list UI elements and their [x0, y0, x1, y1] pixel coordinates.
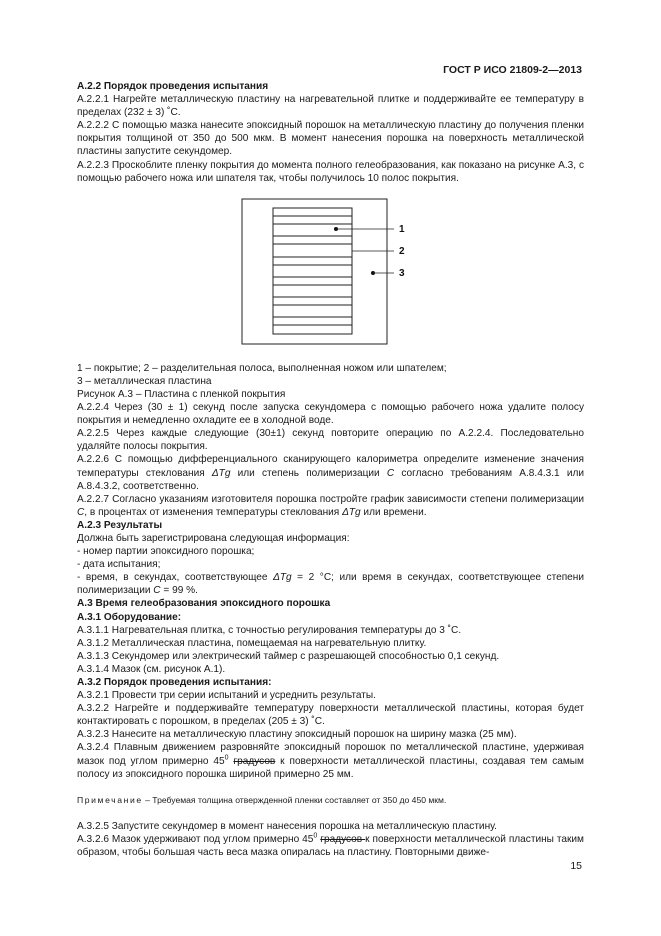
- figure-legend-line2: 3 – металлическая пластина: [77, 375, 212, 387]
- outer-frame: [242, 199, 387, 344]
- page-content: [77, 80, 584, 859]
- para-a326-strike: градусов: [320, 833, 366, 845]
- para-a324-strike: градусов: [233, 755, 276, 767]
- para-a227-tg: ΔTg: [342, 506, 361, 518]
- section-title-a31: А.3.1 Оборудование:: [77, 611, 182, 623]
- section-title-a23: А.2.3 Результаты: [77, 519, 163, 531]
- document-id: ГОСТ Р ИСО 21809-2—2013: [443, 64, 582, 76]
- callout-2-label: 2: [399, 245, 405, 257]
- para-a324-sup: 0: [224, 754, 229, 762]
- list-item-time-pre: - время, в секундах, соответствующее: [77, 572, 274, 584]
- metal-plate: [273, 208, 352, 334]
- para-a314: А.3.1.4 Мазок (см. рисунок А.1).: [77, 663, 226, 675]
- para-a323: А.3.2.3 Нанесите на металлическую пластину эпоксидный порошок на ширину мазка (25 мм).: [77, 729, 517, 741]
- page-number: 15: [570, 860, 582, 872]
- list-item-time-tg: ΔTg: [273, 572, 292, 584]
- para-a326: [77, 833, 584, 859]
- para-a326-sup: 0: [313, 832, 318, 840]
- para-a226-post: согласно требованиям А.8.4.3.1 или А.8.4.3.2, соответственно.: [77, 467, 585, 492]
- para-a324: [77, 741, 584, 780]
- para-a227-mid: , в процентах от изменения температуры стеклования: [84, 506, 343, 518]
- coating-strips: [273, 216, 352, 325]
- para-a226-pre: А.2.2.6 С помощью дифференциального сканирующего калориметра определите изменение значения температуры стеклования: [77, 454, 584, 479]
- list-item-date: - дата испытания;: [77, 559, 161, 571]
- section-title-a3: А.3 Время гелеобразования эпоксидного порошка: [77, 598, 331, 610]
- para-a326-pre: А.3.2.6 Мазок удерживают под углом примерно 45: [77, 833, 314, 845]
- callout-3-label: 3: [399, 267, 405, 279]
- para-a227-post: или времени.: [360, 506, 427, 518]
- para-a226-tg: ΔTg: [211, 467, 231, 479]
- para-a313: А.3.1.3 Секундомер или электрический таймер с разрешающей способностью 0,1 секунд.: [77, 650, 500, 662]
- para-a321: А.3.2.1 Провести три серии испытаний и усреднить результаты.: [77, 690, 376, 702]
- list-item-time-post: = 99 %.: [160, 585, 198, 597]
- figure-a3-drawing: [77, 191, 584, 351]
- list-item-batch: - номер партии эпоксидного порошка;: [77, 546, 255, 558]
- para-a312: А.3.1.2 Металлическая пластина, помещаемая на нагревательную плитку.: [77, 637, 427, 649]
- para-a326-post: к поверхности металлической пластины таким образом, чтобы большая часть веса мазка опиралась на пластину. Повторными движе-: [77, 833, 584, 859]
- para-a221: [77, 93, 584, 119]
- para-a227-pre: А.2.2.7 Согласно указаниям изготовителя порошка постройте график зависимости степени полимеризации: [77, 493, 584, 505]
- para-a311: А.3.1.1 Нагревательная плитка, с точностью регулирования температуры до 3 ˚С.: [77, 624, 462, 636]
- para-a324-pre: А.3.2.4 Плавным движением разровняйте эпоксидный порошок по металлической пластине, удерживая мазок под углом примерно 45: [77, 742, 584, 767]
- para-a226: [77, 453, 584, 492]
- para-a324-post: к поверхности металлической пластины, создавая тем самым полосу из эпоксидного порошка шириной примерно 25 мм.: [77, 755, 584, 780]
- figure-legend-line1: 1 – покрытие; 2 – разделительная полоса, выполненная ножом или шпателем;: [77, 362, 447, 374]
- list-item-time: [77, 571, 584, 597]
- note-text: – Требуемая толщина отвержденной пленки составляет от 350 до 450 мкм.: [142, 794, 447, 805]
- list-item-time-c: С: [153, 585, 161, 597]
- note: [77, 794, 584, 807]
- para-a227-c: С: [77, 506, 85, 518]
- para-a325: А.3.2.5 Запустите секундомер в момент нанесения порошка на металлическую пластину.: [77, 820, 497, 832]
- para-a23-intro: Должна быть зарегистрирована следующая информация:: [77, 532, 350, 544]
- figure-caption: Рисунок А.3 – Пластина с пленкой покрытия: [77, 388, 286, 400]
- section-title-a32: А.3.2 Порядок проведения испытания:: [77, 677, 272, 688]
- para-a226-mid: или степень полимеризации: [230, 467, 387, 479]
- para-a222: А.2.2.2 С помощью мазка нанесите эпоксидный порошок на металлическую пластину до получения пленки покрытия толщиной от 350 до 500 мкм. В момент нанесения порошка на поверхность металлической пластины запустите секундомер.: [77, 120, 584, 158]
- para-a322: А.3.2.2 Нагрейте и поддерживайте температуру поверхности металлической пластины, которая будет контактировать с порошком, в пределах (205 ± 3) ˚С.: [77, 703, 584, 728]
- list-item-time-mid: = 2 °С; или время в секундах, соответствующее степени полимеризации: [77, 572, 584, 597]
- para-a223: А.2.2.3 Проскоблите пленку покрытия до момента полного гелеобразования, как показано на рисунке А.3, с помощью рабочего ножа или шпателя так, чтобы получилось 10 полос покрытия.: [77, 159, 584, 184]
- section-title-a22: А.2.2 Порядок проведения испытания: [77, 81, 269, 92]
- figure-a3: [77, 191, 584, 369]
- para-a226-c: С: [386, 467, 395, 479]
- para-a225: А.2.2.5 Через каждые следующие (30±1) секунд повторите операцию по А.2.2.4. Последовательно удаляйте полосы покрытия.: [77, 428, 584, 453]
- para-a227: [77, 493, 584, 519]
- para-a224: А.2.2.4 Через (30 ± 1) секунд после запуска секундомера с помощью рабочего ножа удалите полосу покрытия и немедленно охладите ее в холодной воде.: [77, 402, 584, 427]
- callout-1-label: 1: [399, 223, 405, 235]
- note-label: Примечание: [77, 794, 143, 805]
- para-a221-text: А.2.2.1 Нагрейте металлическую пластину на нагревательной плитке и поддерживайте ее температуру в пределах (232 ± 3) ˚С.: [77, 94, 584, 119]
